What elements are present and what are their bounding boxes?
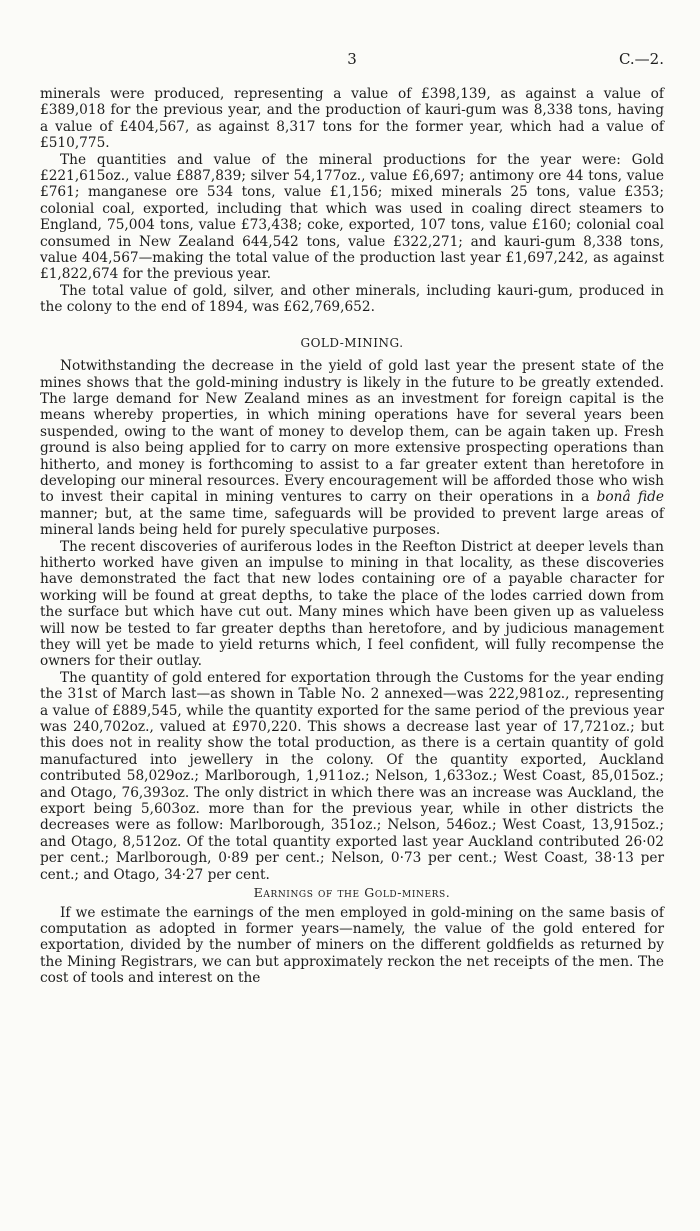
paragraph-text: manner; but, at the same time, safeguards will be provided to prevent large areas of mineral lands being held for purely speculative purposes. [40,505,664,539]
paragraph-gold-exportation: The quantity of gold entered for exportation through the Customs for the year ending the 31st of March last—as shown in Table No. 2 annexed—was 222,981oz., representing a value of £889,545, while the quantity exported for the same period of the previous year was 240,702oz., valued at £970,220. This shows a decrease last year of 17,721oz.; but this does not in reality show the total production, as there is a certain quantity of gold manufactured into jewellery in the colony. Of the quantity exported, Auckland contributed 58,029oz.; Marlborough, 1,911oz.; Nelson, 1,633oz.; West Coast, 85,015oz.; and Otago, 76,393oz. The only district in which there was an increase was Auckland, the export being 5,603oz. more than for the previous year, while in other districts the decreases were as follow: Marlborough, 351oz.; Nelson, 546oz.; West Coast, 13,915oz.; and Otago, 8,512oz. Of the total quantity exported last year Auckland contributed 26·02 per cent.; Marlborough, 0·89 per cent.; Nelson, 0·73 per cent.; West Coast, 38·13 per cent.; and Otago, 34·27 per cent. [40,669,664,883]
page-number: 3 [347,50,357,68]
paragraph-text: Notwithstanding the decrease in the yield of gold last year the present state of the mines shows that the gold-mining industry is likely in the future to be greatly extended. The large demand for New Zealand mines as an investment for foreign capital is the means whereby properties, in which mining operations have for several years been suspended, owing to the want of money to develop them, can be again taken up. Fresh ground is also being applied for to carry on more extensive prospecting operations than hitherto, and money is forthcoming to assist to a far greater extent than heretofore in developing our mineral resources. Every encouragement will be afforded those who wish to invest their capital in mining ventures to carry on their operations in a [40,358,664,506]
document-code: C.—2. [618,50,664,68]
paragraph-reefton-discoveries: The recent discoveries of auriferous lodes in the Reefton District at deeper levels than hitherto worked have given an impulse to mining in that locality, as these discoveries have demonstrated the fact that new lodes containing ore of a payable character for working will be found at great depths, to take the place of the lodes carried down from the surface but which have cut out. Many mines which have been given up as valueless will now be tested to far greater depths than heretofore, and by judicious management they will yet be made to yield returns which, I feel confident, will fully recompense the owners for their outlay. [40,538,664,670]
body-text [40,86,664,987]
paragraph-total-value: The total value of gold, silver, and other minerals, including kauri-gum, produced in the colony to the end of 1894, was £62,769,652. [40,282,664,316]
paragraph-mineral-productions: The quantities and value of the mineral productions for the year were: Gold £221,615oz., value £887,839; silver 54,177oz., value £6,697; antimony ore 44 tons, value £761; manganese ore 534 tons, value £1,156; mixed minerals 25 tons, value £353; colonial coal, exported, including that which was used in coaling direct steamers to England, 75,004 tons, value £73,438; coke, exported, 107 tons, value £160; colonial coal consumed in New Zealand 644,542 tons, value £322,271; and kauri-gum 8,338 tons, value 404,567—making the total value of the production last year £1,697,242, as against £1,822,674 for the previous year. [40,151,664,283]
italic-phrase: bonâ fide [596,489,664,506]
paragraph-earnings: If we estimate the earnings of the men employed in gold-mining on the same basis of computation as adopted in former years—namely, the value of the gold entered for exportation, divided by the number of miners on the different goldfields as returned by the Mining Registrars, we can but approximately reckon the net receipts of the men. The cost of tools and interest on the [40,904,664,987]
subheading-earnings: Earnings of the Gold-miners. [253,885,451,901]
section-heading-gold-mining: GOLD-MINING. [300,335,404,350]
page-header [40,50,664,72]
paragraph-minerals-value: minerals were produced, representing a value of £398,139, as against a value of £389,018 for the previous year, and the production of kauri-gum was 8,338 tons, having a value of £404,567, as against 8,317 tons for the former year, which had a value of £510,775. [40,86,664,152]
paragraph-gold-mining-outlook [40,358,664,538]
